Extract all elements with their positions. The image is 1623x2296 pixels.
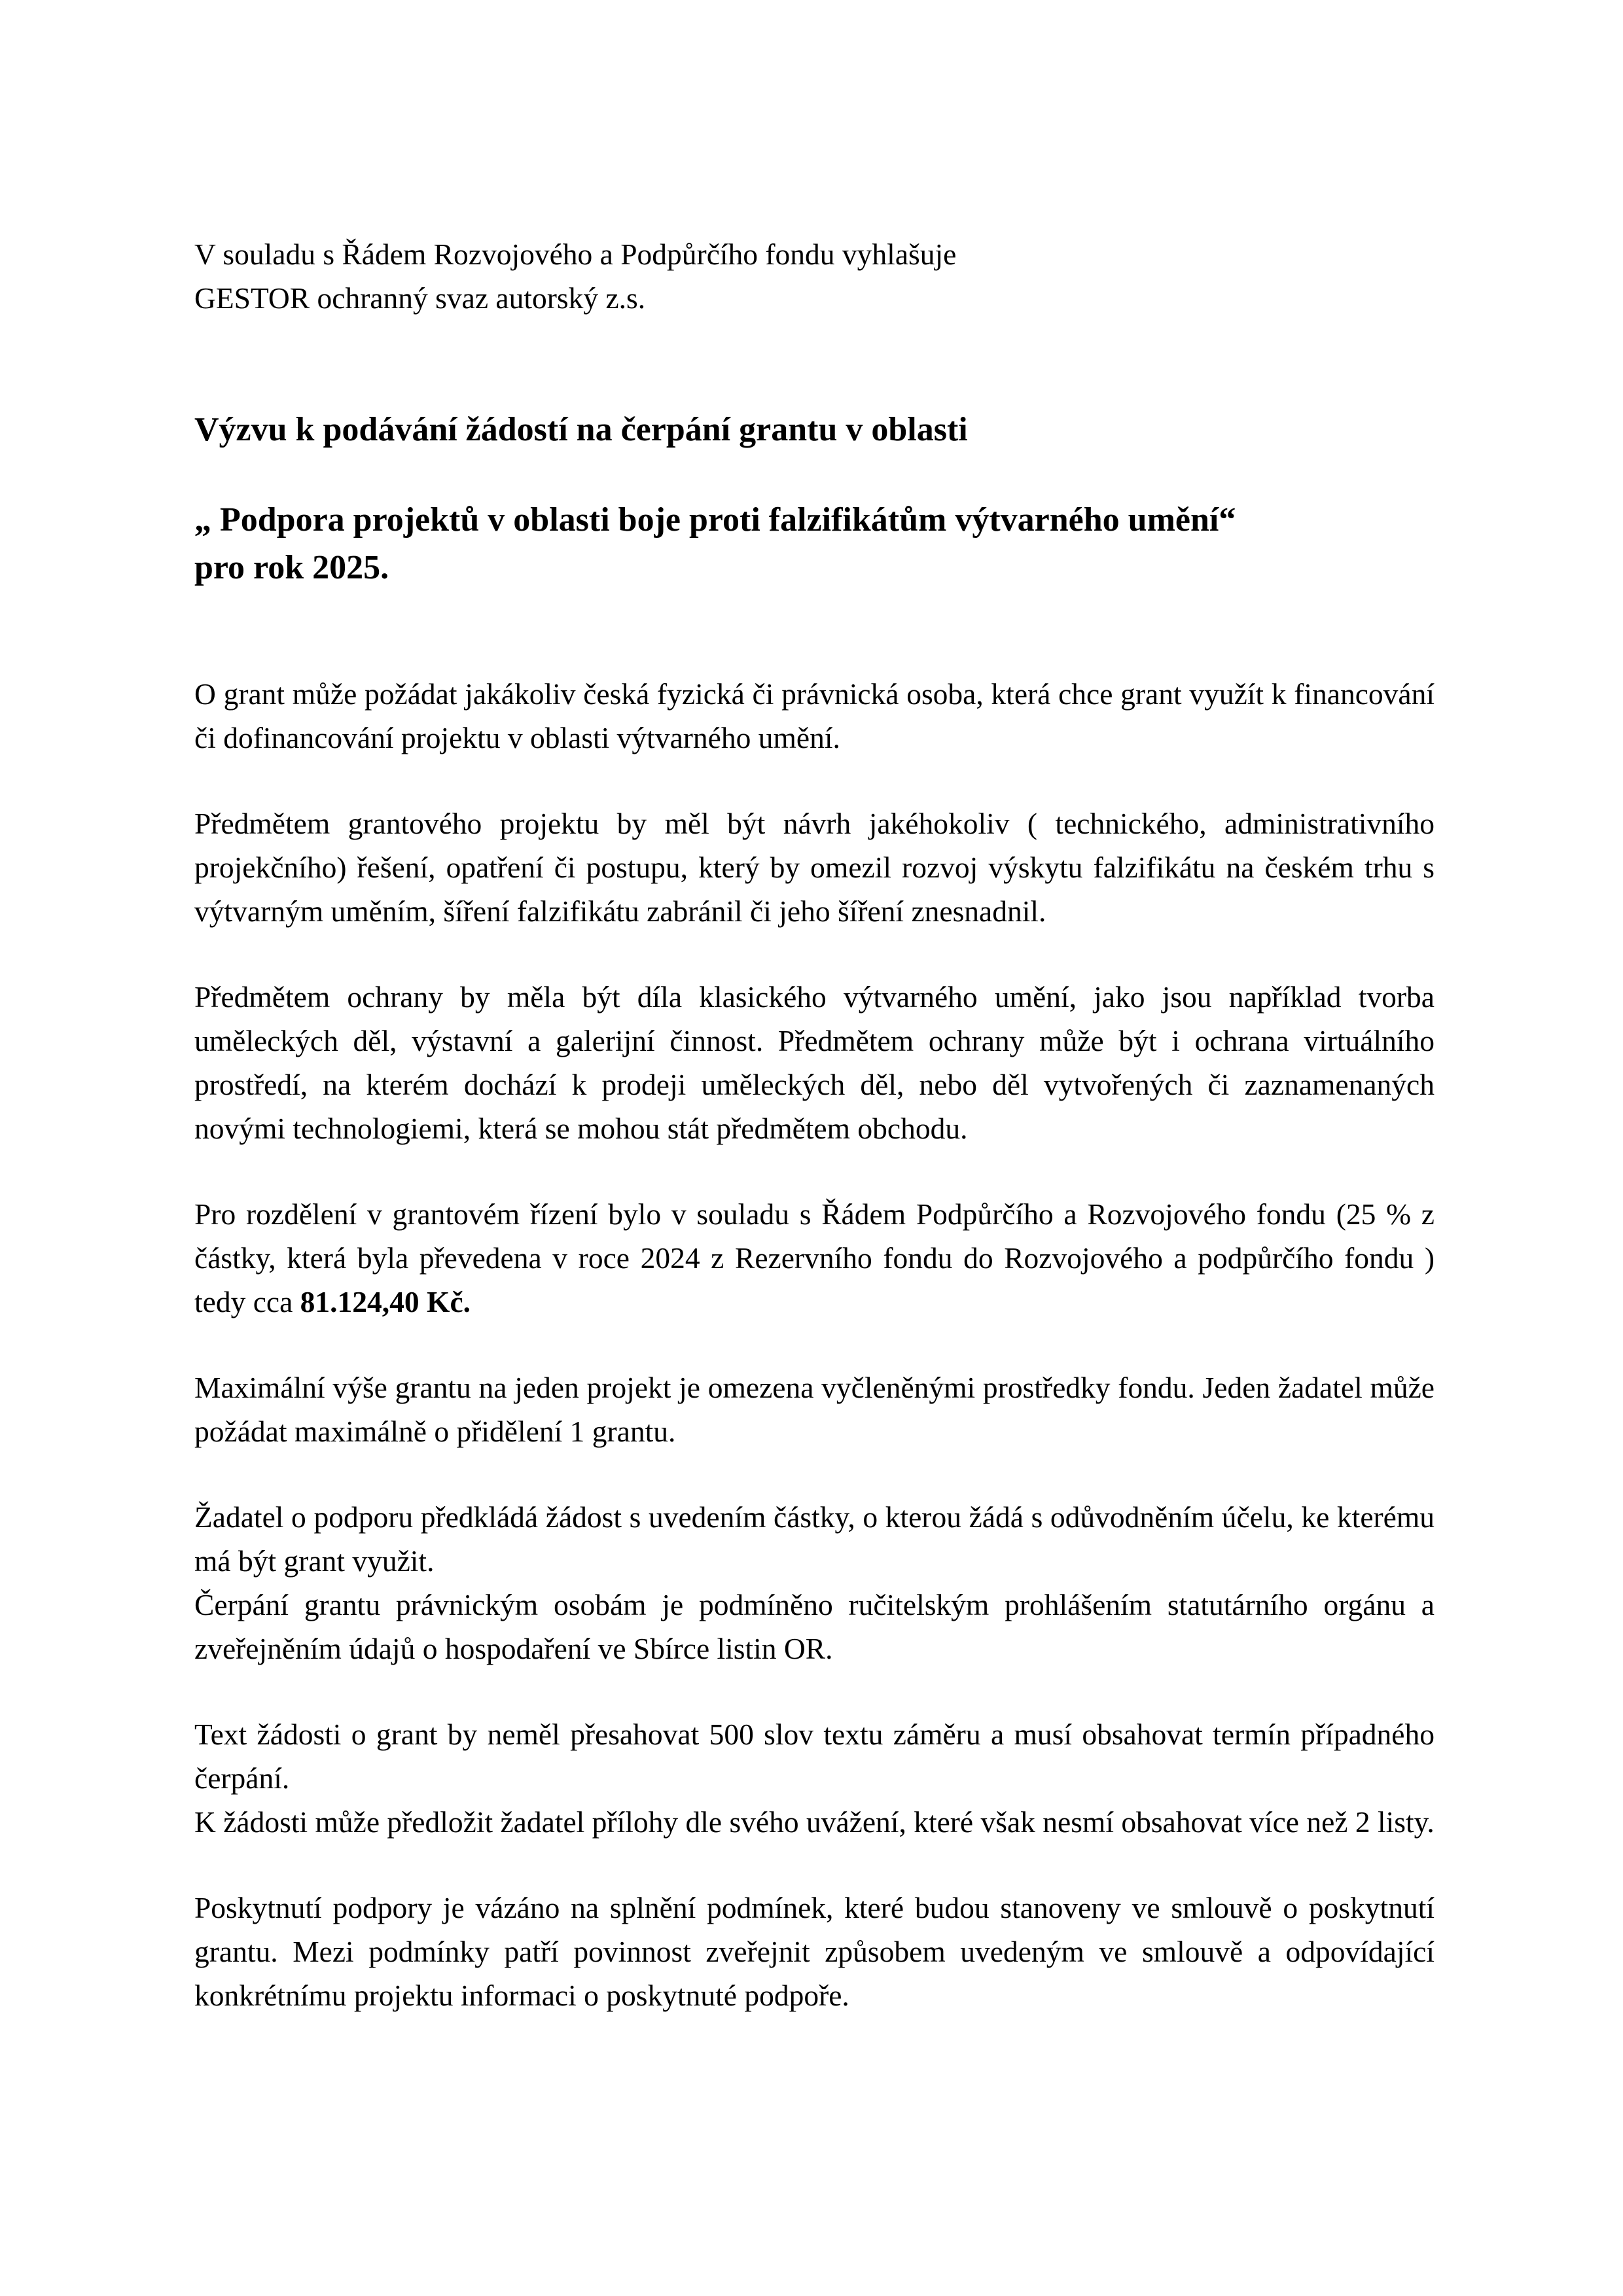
applicant-paragraph: [194, 1495, 1435, 1670]
intro-line: GESTOR ochranný svaz autorský z.s.: [194, 281, 646, 315]
document-body: [194, 232, 1435, 2017]
funding-amount: 81.124,40 Kč.: [300, 1285, 471, 1318]
text-rules-paragraph: [194, 1712, 1435, 1844]
word-limit-text: Text žádosti o grant by neměl přesahovat 500 slov textu záměru a musí obsahovat termín případného čerpání.: [194, 1718, 1435, 1795]
program-title: [194, 496, 1435, 592]
attachments-text: K žádosti může předložit žadatel přílohy dle svého uvážení, které však nesmí obsahovat více než 2 listy.: [194, 1805, 1435, 1839]
maximum-grant-paragraph: Maximální výše grantu na jeden projekt je omezena vyčleněnými prostředky fondu. Jeden žadatel může požádat maximálně o přidělení 1 grantu.: [194, 1371, 1435, 1448]
intro-line: V souladu s Řádem Rozvojového a Podpůrčího fondu vyhlašuje: [194, 238, 957, 271]
eligibility-paragraph: O grant může požádat jakákoliv česká fyzická či právnická osoba, která chce grant využít k financování či dofinancování projektu v oblasti výtvarného umění.: [194, 677, 1435, 754]
program-title-year: pro rok 2025.: [194, 549, 389, 586]
conditions-paragraph: Poskytnutí podpory je vázáno na splnění podmínek, které budou stanoveny ve smlouvě o poskytnutí grantu. Mezi podmínky patří povinnost zveřejnit způsobem uvedeným ve smlouvě a odpovídající konkrétnímu projektu informaci o poskytnuté podpoře.: [194, 1891, 1435, 2012]
subject-paragraph: Předmětem grantového projektu by měl být návrh jakéhokoliv ( technického, administrativního projekčního) řešení, opatření či postupu, který by omezil rozvoj výskytu falzifikátu na českém trhu s výtvarným uměním, šíření falzifikátu zabránil či jeho šíření znesnadnil.: [194, 807, 1435, 928]
funding-paragraph: [194, 1192, 1435, 1324]
funding-text: Pro rozdělení v grantovém řízení bylo v souladu s Řádem Podpůrčího a Rozvojového fondu (25 % z částky, která byla převedena v roce 2024 z Rezervního fondu do Rozvojového a podpůrčího fondu ) tedy cca: [194, 1197, 1435, 1318]
application-content-text: Žadatel o podporu předkládá žádost s uvedením částky, o kterou žádá s odůvodněním účelu, ke kterému má být grant využit.: [194, 1500, 1435, 1578]
program-title-line: „ Podpora projektů v oblasti boje proti falzifikátům výtvarného umění“: [194, 501, 1236, 539]
call-heading: Výzvu k podávání žádostí na čerpání grantu v oblasti: [194, 411, 968, 448]
legal-entity-condition-text: Čerpání grantu právnickým osobám je podmíněno ručitelským prohlášením statutárního orgánu a zveřejněním údajů o hospodaření ve Sbírce listin OR.: [194, 1588, 1435, 1665]
intro-block: [194, 232, 1435, 320]
protection-paragraph: Předmětem ochrany by měla být díla klasického výtvarného umění, jako jsou například tvorba uměleckých děl, výstavní a galerijní činnost. Předmětem ochrany může být i ochrana virtuálního prostředí, na kterém dochází k prodeji uměleckých děl, nebo děl vytvořených či zaznamenaných novými technologiemi, která se mohou stát předmětem obchodu.: [194, 980, 1435, 1145]
